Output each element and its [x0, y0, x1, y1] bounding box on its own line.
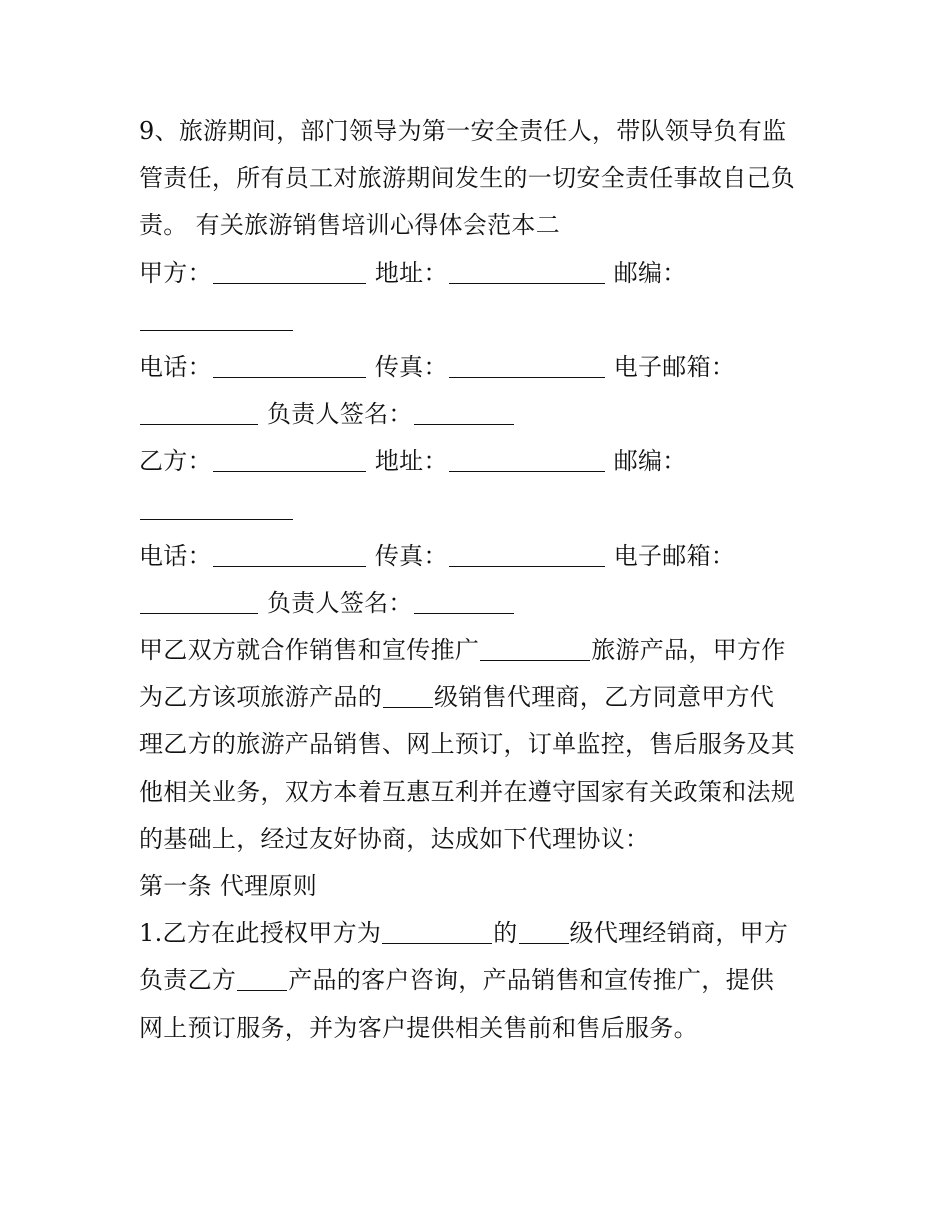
article-1-heading: 第一条 代理原则: [139, 872, 318, 900]
party-a-fax-label: 传真：: [374, 352, 448, 381]
party-a-email-blank: [140, 397, 258, 425]
clause-text: 1.乙方在此授权甲方为: [139, 919, 382, 948]
party-a-phone-blank: [213, 350, 366, 378]
dealer-level-blank: [519, 916, 569, 944]
party-b-fax-label: 传真：: [374, 541, 448, 570]
agent-level-blank: [383, 680, 433, 708]
party-b-fax-blank: [449, 539, 605, 567]
intro-text: 旅游产品，甲方作: [591, 636, 786, 665]
party-b-row-4: [139, 580, 829, 627]
party-a-row-3: [139, 344, 829, 391]
clause-9-line-2: 管责任，所有员工对旅游期间发生的一切安全责任事故自己负: [139, 164, 796, 193]
clause-text: 产品的客户咨询，产品销售和宣传推广，提供: [288, 966, 775, 995]
party-b-phone-label: 电话：: [139, 541, 212, 570]
party-b-address-blank: [449, 444, 605, 472]
product-blank: [480, 633, 590, 661]
party-a-phone-label: 电话：: [139, 352, 212, 381]
article-1-clause-line-2: [139, 957, 829, 1004]
party-a-name-blank: [213, 256, 366, 284]
party-a-label: 甲方：: [139, 258, 212, 287]
party-a-address-blank: [449, 256, 605, 284]
party-a-signature-blank: [414, 397, 514, 425]
region-blank: [382, 916, 492, 944]
party-b-postcode-blank: [140, 492, 293, 520]
intro-line-4: 他相关业务，双方本着互惠互利并在遵守国家有关政策和法规: [139, 777, 796, 806]
party-a-row-1: [139, 250, 829, 297]
party-a-email-label: 电子邮箱：: [613, 352, 736, 381]
clause-text: 的: [493, 919, 518, 948]
party-b-row-2: [139, 486, 829, 533]
party-b-signature-label: 负责人签名：: [266, 588, 413, 617]
intro-line-5: 的基础上，经过友好协商，达成如下代理协议：: [139, 824, 650, 853]
party-b-row-1: [139, 438, 829, 485]
article-1-clause-line-3: 网上预订服务，并为客户提供相关售前和售后服务。: [139, 1013, 698, 1042]
party-b-email-label: 电子邮箱：: [613, 541, 736, 570]
party-b-email-blank: [140, 586, 258, 614]
party-a-postcode-blank: [140, 303, 293, 331]
clause-9-line-1: 9、旅游期间，部门领导为第一安全责任人，带队领导负有监: [139, 117, 787, 145]
party-b-label: 乙方：: [139, 447, 212, 476]
intro-line-1: [139, 627, 829, 674]
party-b-row-3: [139, 533, 829, 580]
party-a-fax-blank: [449, 350, 605, 378]
party-b-address-label: 地址：: [374, 447, 448, 476]
intro-text: 为乙方该项旅游产品的: [139, 683, 382, 712]
party-b-signature-blank: [414, 586, 514, 614]
party-b-postcode-label: 邮编：: [613, 447, 687, 476]
intro-text: 级销售代理商，乙方同意甲方代: [434, 683, 775, 712]
article-1-clause-line-1: [139, 910, 829, 957]
party-b-name-blank: [213, 444, 366, 472]
document-body: [139, 108, 829, 1052]
party-a-address-label: 地址：: [374, 258, 448, 287]
party-b-phone-blank: [213, 539, 366, 567]
party-a-signature-label: 负责人签名：: [266, 400, 413, 429]
party-a-row-2: [139, 297, 829, 344]
intro-line-2: [139, 674, 829, 721]
party-a-row-4: [139, 391, 829, 438]
party-a-postcode-label: 邮编：: [613, 258, 687, 287]
intro-text: 甲乙双方就合作销售和宣传推广: [139, 636, 480, 665]
clause-9-line-3: 责。 有关旅游销售培训心得体会范本二: [139, 211, 561, 240]
intro-line-3: 理乙方的旅游产品销售、网上预订，订单监控，售后服务及其: [139, 730, 796, 759]
party-b-product-blank: [237, 963, 287, 991]
clause-text: 负责乙方: [139, 966, 237, 995]
clause-text: 级代理经销商，甲方: [569, 919, 789, 948]
